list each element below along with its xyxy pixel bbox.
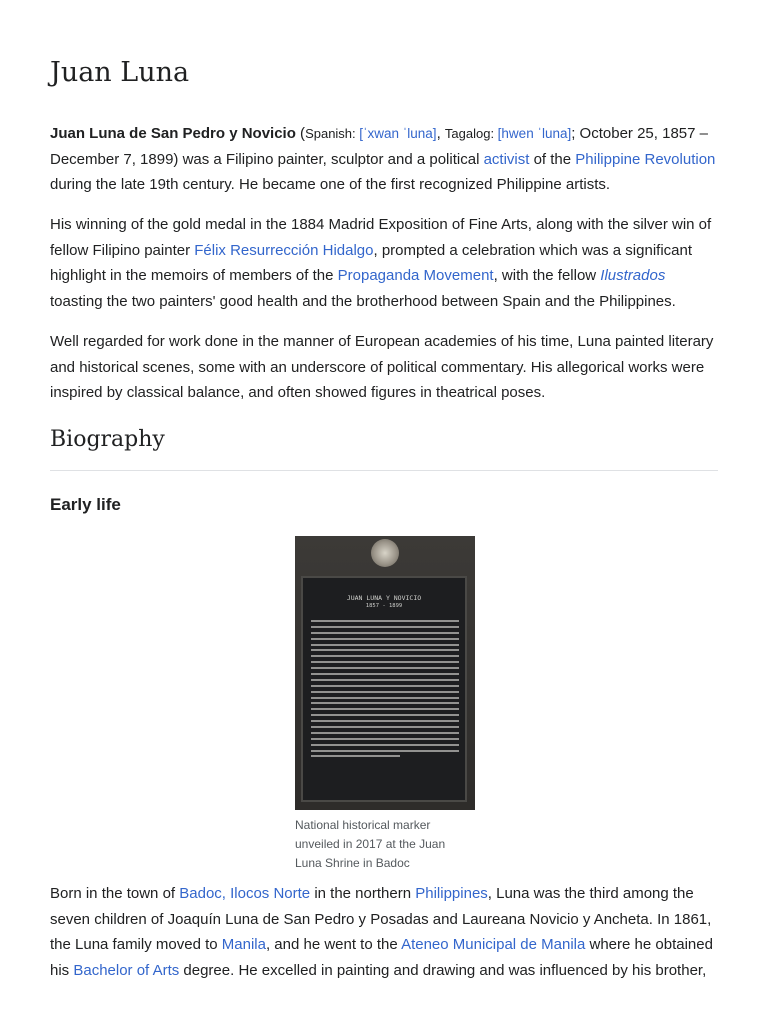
propaganda-movement-link[interactable]: Propaganda Movement xyxy=(337,267,494,284)
subsection-heading-early-life: Early life xyxy=(50,495,121,514)
text: , with the fellow xyxy=(493,267,601,284)
page-title: Juan Luna xyxy=(50,57,190,88)
text: , Luna was the third among the seven children of Joaquín Luna de San Pedro y Posadas and Laureana Novicio y Ancheta. In 1861, the Luna family moved to xyxy=(50,885,712,953)
text: , and he went to the xyxy=(265,936,402,953)
text: Born in the town of xyxy=(50,885,180,902)
manila-link[interactable]: Manila xyxy=(221,936,266,953)
ateneo-link[interactable]: Ateneo Municipal de Manila xyxy=(401,936,586,953)
tagalog-label: Tagalog: xyxy=(444,126,498,141)
philippine-revolution-link[interactable]: Philippine Revolution xyxy=(575,150,716,168)
text: ; October 25, 1857 – December 7, 1899) was a Filipino painter, sculptor and a political xyxy=(50,125,708,168)
text: during the late 19th century. He became one of the first recognized Philippine artists. xyxy=(50,176,611,193)
text: ( xyxy=(295,125,306,142)
plaque-title: JUAN LUNA Y NOVICIO xyxy=(346,594,422,602)
spanish-label: Spanish: xyxy=(305,126,360,141)
style-paragraph: Well regarded for work done in the manner of European academies of his time, Luna painted literary and historical scenes, some with an underscore of political commentary. His allegorical works were inspired by classical balance, and often showed figures in theatrical poses. xyxy=(50,333,714,401)
seal-icon xyxy=(371,539,399,567)
gold-medal-paragraph xyxy=(50,212,722,314)
plaque-inscription xyxy=(311,620,459,761)
early-life-paragraph xyxy=(50,881,722,983)
text: in the northern xyxy=(310,885,416,902)
activist-link[interactable]: activist xyxy=(483,150,530,168)
text: where he obtained his xyxy=(50,936,713,979)
subject-name: Juan Luna de San Pedro y Novicio xyxy=(50,125,296,142)
ilustrados-link[interactable]: Ilustrados xyxy=(600,267,666,284)
felix-hidalgo-link[interactable]: Félix Resurrección Hidalgo xyxy=(194,241,374,259)
text: of the xyxy=(529,150,576,168)
spanish-ipa-link[interactable]: [ˈxwan ˈluna] xyxy=(359,126,437,141)
plaque-years: 1857 - 1899 xyxy=(365,603,403,609)
badoc-link[interactable]: Badoc, Ilocos Norte xyxy=(179,885,311,902)
text: , xyxy=(436,125,445,142)
plaque-panel xyxy=(301,576,467,802)
section-heading-biography: Biography xyxy=(50,427,165,452)
figure-historical-marker xyxy=(295,536,475,873)
tagalog-ipa-link[interactable]: [hwen ˈluna] xyxy=(497,126,572,141)
section-divider xyxy=(50,470,718,471)
text: toasting the two painters' good health and the brotherhood between Spain and the Philippines. xyxy=(50,292,676,310)
figure-caption: National historical marker unveiled in 2017 at the Juan Luna Shrine in Badoc xyxy=(295,818,446,870)
bachelor-of-arts-link[interactable]: Bachelor of Arts xyxy=(73,961,180,979)
text: His winning of the gold medal in the 1884 Madrid Exposition of Fine Arts, along with the silver win of fellow Filipino painter xyxy=(50,216,712,259)
historical-marker-image[interactable] xyxy=(295,536,475,810)
text: , prompted a celebration which was a significant highlight in the memoirs of members of the xyxy=(50,241,693,284)
text: degree. He excelled in painting and drawing and was influenced by his brother, xyxy=(179,961,707,979)
philippines-link[interactable]: Philippines xyxy=(415,885,488,902)
intro-paragraph xyxy=(50,121,722,198)
